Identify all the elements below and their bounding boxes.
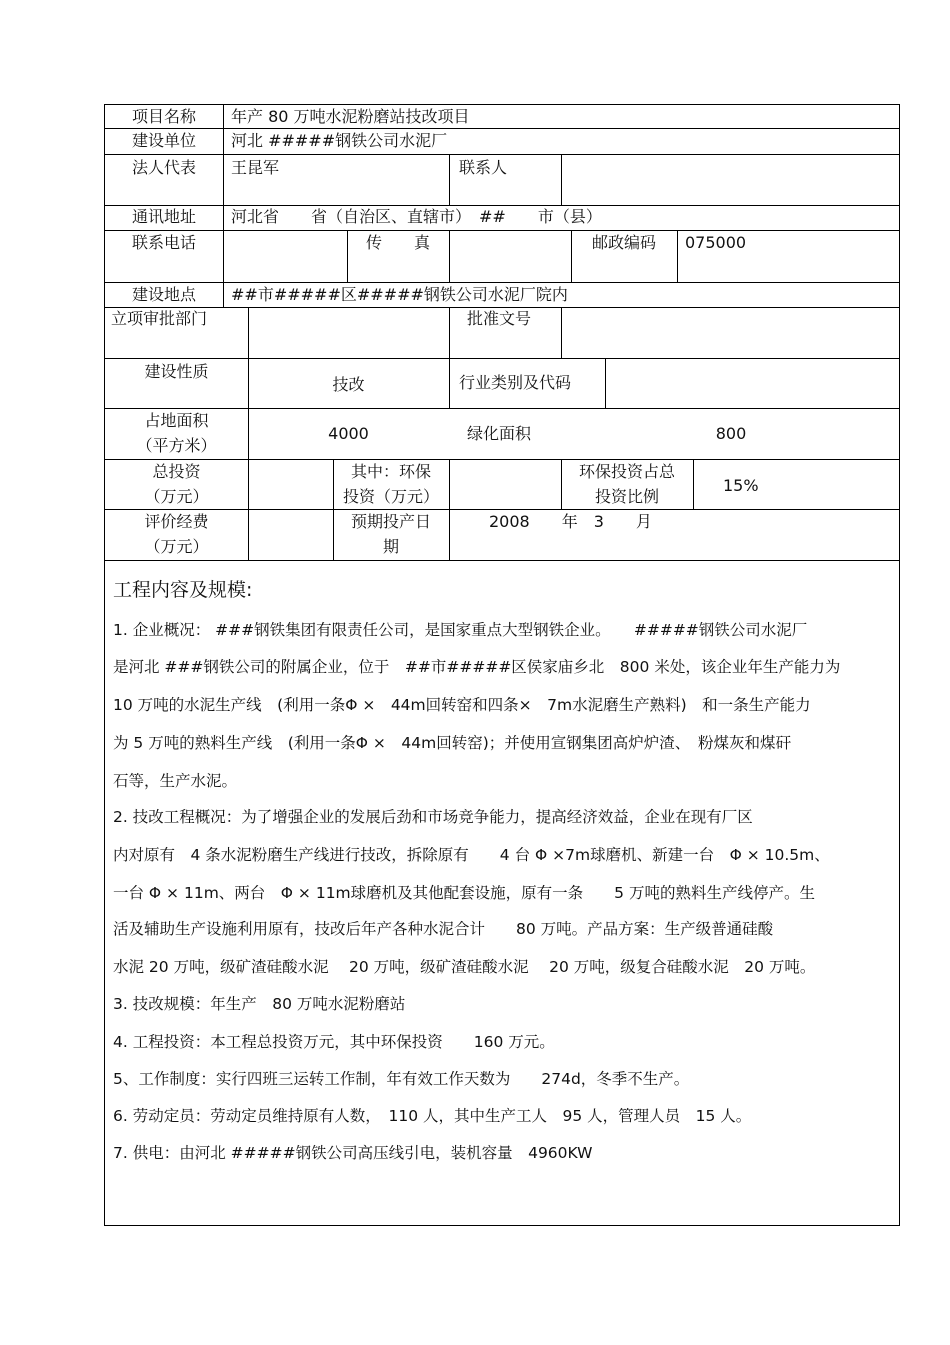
col-divider <box>693 459 694 509</box>
builder-label: 建设单位 <box>131 131 196 150</box>
env-ratio-label: 环保投资占总 <box>578 462 675 481</box>
col-divider <box>449 154 450 205</box>
nature-value: 技改 <box>332 375 365 394</box>
address-label: 通讯地址 <box>131 207 196 226</box>
project-name-label: 项目名称 <box>131 107 196 126</box>
area-unit-label: （平方米） <box>136 436 217 455</box>
content-title: 工程内容及规模: <box>113 579 253 601</box>
legal-rep-value: 王昆军 <box>231 158 280 177</box>
col-divider <box>561 154 562 205</box>
builder-value: 河北 #####钢铁公司水泥厂 <box>231 131 448 150</box>
address-value: 河北省 省（自治区、直辖市） ## 市（县） <box>231 207 602 226</box>
col-divider <box>677 230 678 282</box>
content-line: 1. 企业概况： ###钢铁集团有限责任公司，是国家重点大型钢铁企业。 #####钢铁公司水泥厂 <box>113 621 808 639</box>
content-line: 2. 技改工程概况：为了增强企业的发展后劲和市场竞争能力，提高经济效益，企业在现有厂区 <box>113 808 753 826</box>
col-divider <box>605 358 606 408</box>
site-label: 建设地点 <box>131 285 196 304</box>
area-value: 4000 <box>328 424 369 443</box>
row-divider <box>105 230 899 231</box>
legal-rep-label: 法人代表 <box>131 158 196 177</box>
content-line: 内对原有 4 条水泥粉磨生产线进行技改，拆除原有 4 台 Φ ×7m球磨机、新建一台 Φ × 10.5m、 <box>113 846 830 864</box>
content-line: 活及辅助生产设施利用原有，技改后年产各种水泥合计 80 万吨。产品方案：生产级普通硅酸 <box>113 920 774 938</box>
col-divider <box>449 459 450 560</box>
col-divider <box>223 105 224 307</box>
row-divider <box>105 128 899 129</box>
start-date-value: 2008 年 3 月 <box>489 512 652 531</box>
content-line: 水泥 20 万吨，级矿渣硅酸水泥 20 万吨，级矿渣硅酸水泥 20 万吨，级复合硅酸水泥 20 万吨。 <box>113 958 816 976</box>
eval-fee-unit-label: （万元） <box>144 537 209 556</box>
approval-no-label: 批准文号 <box>467 309 532 328</box>
nature-label: 建设性质 <box>144 362 209 381</box>
start-date-label: 预期投产日 <box>350 512 431 531</box>
start-date-label-2: 期 <box>382 537 399 556</box>
content-line: 6. 劳动定员：劳动定员维持原有人数， 110 人，其中生产工人 95 人，管理人员 15 人。 <box>113 1107 752 1125</box>
area-label: 占地面积 <box>144 411 209 430</box>
content-line: 5、工作制度：实行四班三运转工作制，年有效工作天数为 274d，冬季不生产。 <box>113 1070 690 1088</box>
env-invest-unit-label: 投资（万元） <box>342 487 439 506</box>
content-line: 4. 工程投资：本工程总投资万元，其中环保投资 160 万元。 <box>113 1033 555 1051</box>
industry-label: 行业类别及代码 <box>459 373 572 392</box>
row-divider <box>105 560 899 561</box>
green-value: 800 <box>715 424 747 443</box>
col-divider <box>449 230 450 282</box>
content-line: 为 5 万吨的熟料生产线 (利用一条Φ × 44m回转窑)；并使用宣钢集团高炉炉渣、 粉煤灰和煤矸 <box>113 734 791 752</box>
content-line: 一台 Φ × 11m、两台 Φ × 11m球磨机及其他配套设施，原有一条 5 万吨的熟料生产线停产。生 <box>113 884 815 902</box>
content-line: 3. 技改规模：年生产 80 万吨水泥粉磨站 <box>113 995 406 1013</box>
content-line: 是河北 ###钢铁公司的附属企业，位于 ##市#####区侯家庙乡北 800 米处，该企业年生产能力为 <box>113 658 841 676</box>
content-line: 石等，生产水泥。 <box>113 772 238 790</box>
site-value: ##市#####区#####钢铁公司水泥厂院内 <box>231 285 568 304</box>
postcode-value: 075000 <box>685 233 747 252</box>
invest-unit-label: （万元） <box>144 487 209 506</box>
env-invest-label: 其中：环保 <box>350 462 431 481</box>
content-line: 7. 供电：由河北 #####钢铁公司高压线引电，装机容量 4960KW <box>113 1144 593 1162</box>
fax-label: 传 真 <box>365 233 430 252</box>
row-divider <box>105 154 899 155</box>
project-info-form <box>104 104 900 1226</box>
phone-label: 联系电话 <box>131 233 196 252</box>
postcode-label: 邮政编码 <box>591 233 656 252</box>
content-line: 10 万吨的水泥生产线 (利用一条Φ × 44m回转窑和四条× 7m水泥磨生产熟料) 和一条生产能力 <box>113 696 811 714</box>
env-ratio-value: 15% <box>723 476 759 495</box>
contact-label: 联系人 <box>459 158 508 177</box>
row-divider <box>105 358 899 359</box>
project-name-value: 年产 80 万吨水泥粉磨站技改项目 <box>231 107 470 126</box>
approval-dept-label: 立项审批部门 <box>111 309 208 328</box>
col-divider <box>449 307 450 408</box>
col-divider <box>561 307 562 358</box>
green-label: 绿化面积 <box>467 424 532 443</box>
invest-label: 总投资 <box>152 462 201 481</box>
eval-fee-label: 评价经费 <box>144 512 209 531</box>
env-ratio-label-2: 投资比例 <box>594 487 659 506</box>
